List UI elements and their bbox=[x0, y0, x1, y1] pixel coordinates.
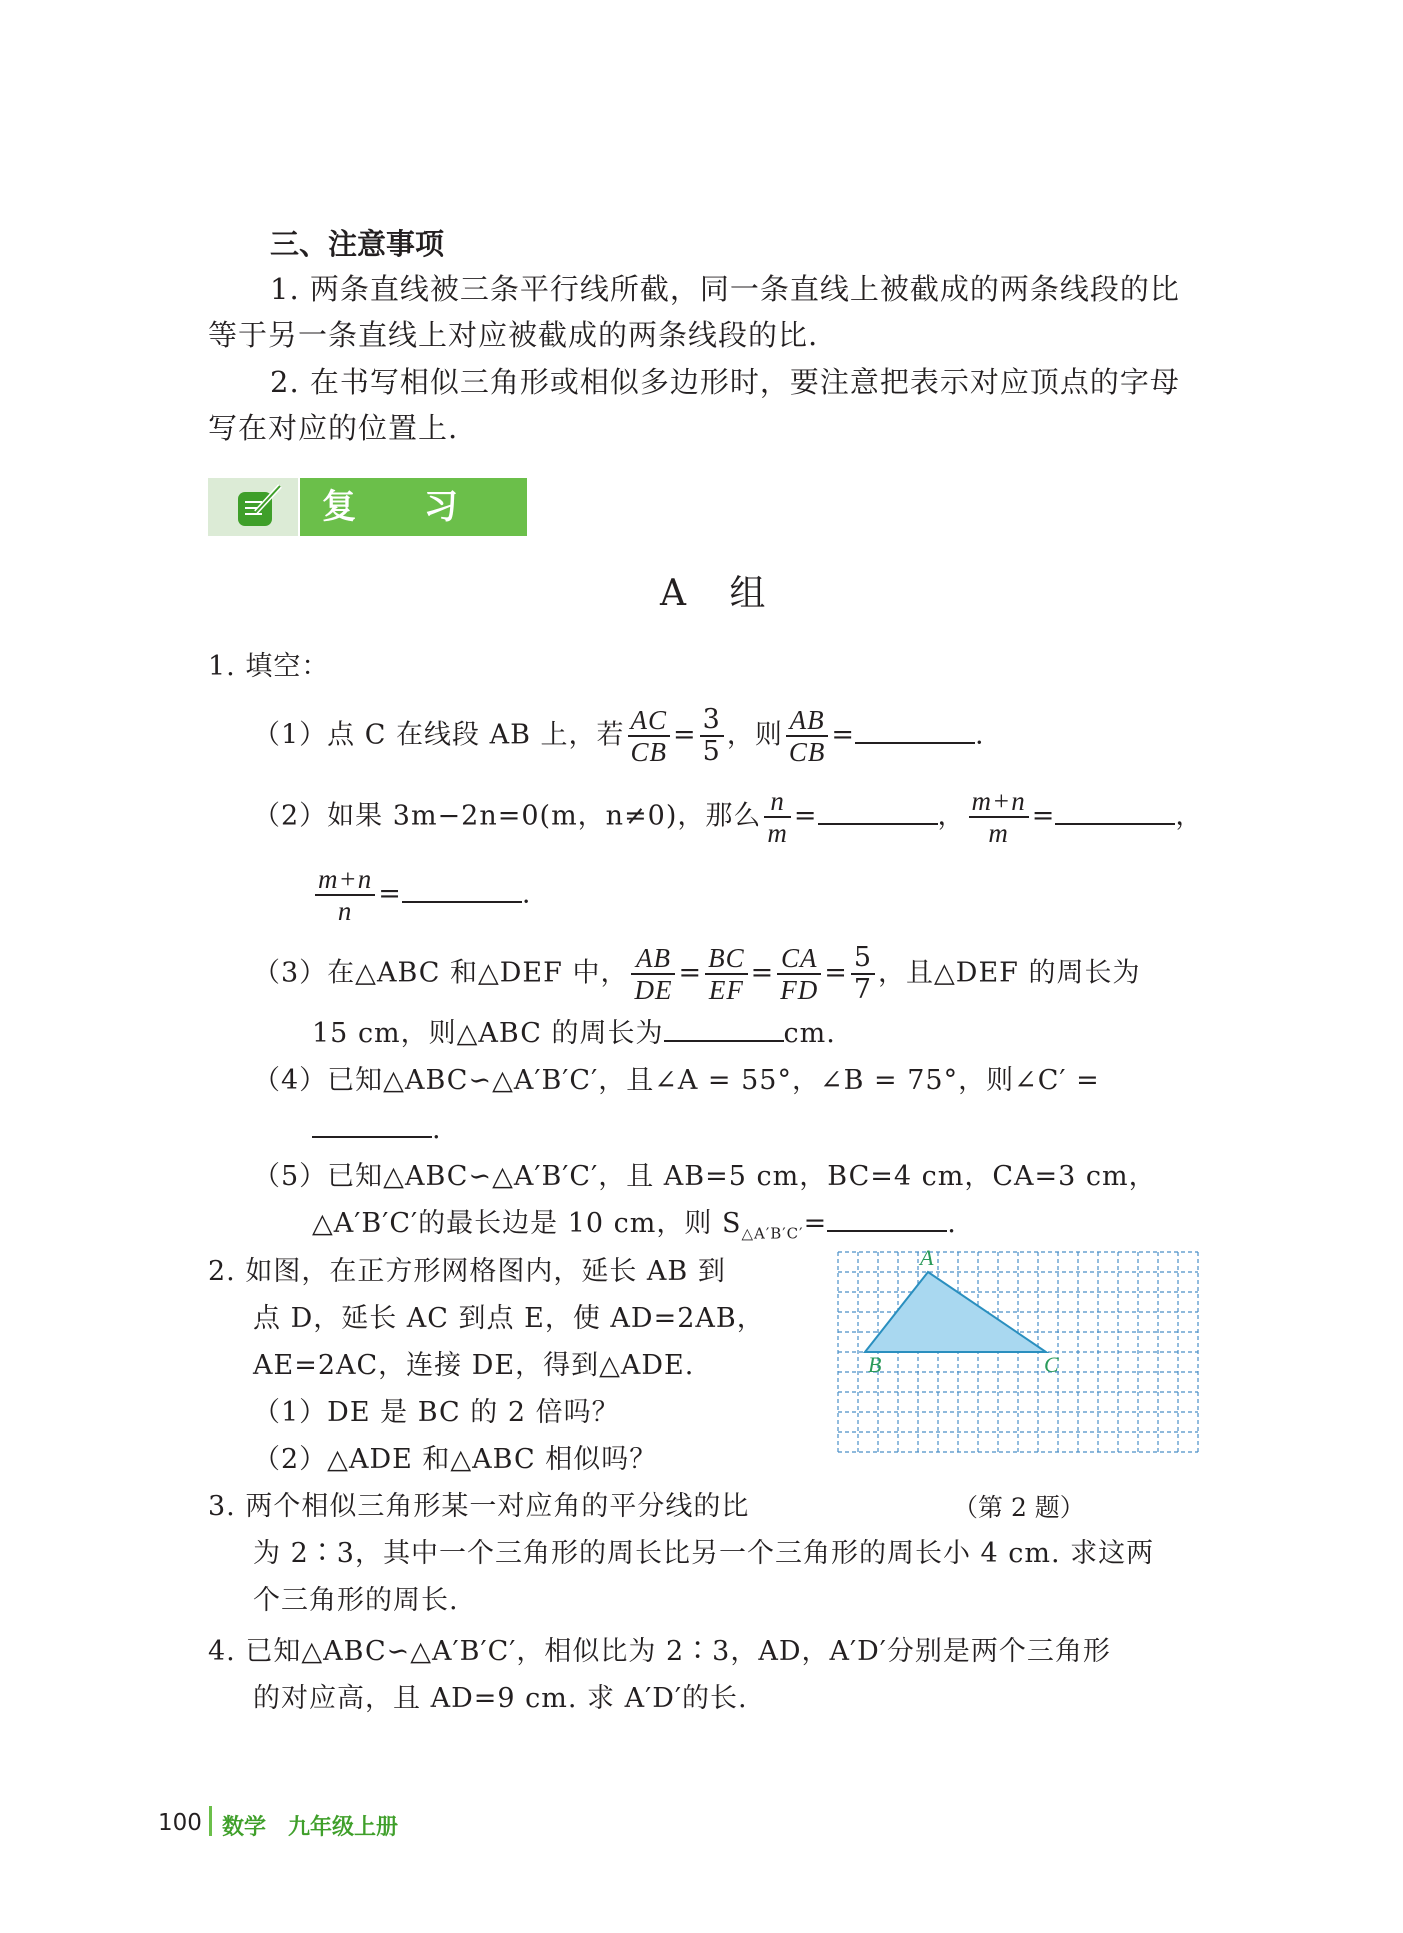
fraction bbox=[786, 705, 829, 767]
figure-caption: （第 2 题） bbox=[953, 1493, 1085, 1522]
comma: ， bbox=[1175, 800, 1204, 832]
fraction-num: AC bbox=[628, 705, 671, 737]
equals: = bbox=[673, 719, 697, 751]
fraction bbox=[700, 705, 724, 767]
answer-blank bbox=[312, 1110, 432, 1138]
label-c: C bbox=[1044, 1352, 1059, 1377]
equals: = bbox=[1031, 800, 1056, 832]
fraction bbox=[764, 786, 791, 848]
equals: = bbox=[378, 878, 402, 910]
q4-line-2: 的对应高，且 AD=9 cm. 求 A′D′的长. bbox=[253, 1683, 748, 1714]
q1p3-text-b: ，且△DEF 的周长为 bbox=[878, 957, 1141, 989]
review-banner-title: 复 习 题 bbox=[300, 478, 527, 536]
equals: = bbox=[793, 800, 818, 832]
answer-blank bbox=[818, 797, 938, 825]
fraction-num: BC bbox=[705, 943, 748, 975]
fraction-den: m bbox=[988, 818, 1009, 848]
q2-line-4: （1）DE 是 BC 的 2 倍吗？ bbox=[253, 1397, 620, 1428]
answer-blank bbox=[402, 875, 522, 903]
triangle-abc bbox=[865, 1272, 1046, 1352]
pencil-note-icon bbox=[208, 478, 298, 536]
fraction-num: m+n bbox=[315, 864, 375, 896]
fraction-den: 7 bbox=[853, 974, 873, 1005]
fraction bbox=[705, 943, 748, 1005]
answer-blank bbox=[855, 716, 975, 744]
q2-line-2: 点 D，延长 AC 到点 E，使 AD=2AB， bbox=[253, 1303, 765, 1334]
q1p2-text-a: （2）如果 3m−2n=0(m，n≠0)，那么 bbox=[253, 800, 762, 832]
q1p1-text-b: ，则 bbox=[726, 719, 783, 751]
page-number: 100 bbox=[158, 1810, 202, 1836]
banner-icon-box bbox=[208, 478, 298, 536]
equals: = bbox=[803, 1208, 828, 1239]
answer-blank bbox=[1055, 797, 1175, 825]
note-2-line-1: 2. 在书写相似三角形或相似多边形时，要注意把表示对应顶点的字母 bbox=[270, 365, 1180, 399]
q1p3-text-a: （3）在△ABC 和△DEF 中， bbox=[253, 957, 629, 989]
q1-part-3-cont bbox=[312, 1012, 836, 1056]
q1-part-1 bbox=[253, 705, 985, 767]
period: . bbox=[521, 878, 532, 910]
fraction-num: CA bbox=[777, 943, 821, 975]
q2-line-5: （2）△ADE 和△ABC 相似吗？ bbox=[253, 1444, 658, 1475]
q2-line-1: 2. 如图，在正方形网格图内，延长 AB 到 bbox=[208, 1256, 726, 1287]
q1p3-unit: cm. bbox=[783, 1018, 836, 1049]
q1-part-2 bbox=[253, 786, 1203, 848]
period: . bbox=[974, 719, 985, 751]
comma: ， bbox=[937, 800, 966, 832]
q1-part-5: （5）已知△ABC∽△A′B′C′，且 AB=5 cm，BC=4 cm，CA=3 cm， bbox=[253, 1161, 1157, 1192]
fraction-den: CB bbox=[630, 737, 668, 767]
fraction-num: AB bbox=[786, 705, 829, 737]
fraction-den: 5 bbox=[702, 736, 721, 767]
fraction bbox=[777, 943, 821, 1005]
q3-line-3: 个三角形的周长. bbox=[253, 1585, 459, 1616]
fraction bbox=[969, 786, 1029, 848]
q1-part-4: （4）已知△ABC∽△A′B′C′，且∠A = 55°，∠B = 75°，则∠C′ = bbox=[253, 1065, 1100, 1096]
fraction bbox=[628, 705, 671, 767]
q1-label: 1. 填空： bbox=[208, 651, 330, 682]
fraction-den: n bbox=[337, 896, 353, 926]
fraction-den: EF bbox=[708, 975, 744, 1005]
q1p1-text-a: （1）点 C 在线段 AB 上，若 bbox=[253, 719, 625, 751]
q1p5-text-a: △A′B′C′的最长边是 10 cm，则 S bbox=[312, 1208, 742, 1239]
fraction-den: FD bbox=[780, 975, 819, 1005]
period: . bbox=[432, 1114, 442, 1145]
q1-part-4-cont bbox=[312, 1108, 442, 1152]
q1p3-text-c: 15 cm，则△ABC 的周长为 bbox=[312, 1018, 664, 1049]
fraction-den: CB bbox=[788, 737, 826, 767]
fraction bbox=[315, 864, 375, 926]
note-1-line-1: 1. 两条直线被三条平行线所截，同一条直线上被截成的两条线段的比 bbox=[270, 272, 1180, 306]
answer-blank bbox=[664, 1014, 784, 1042]
group-title: A 组 bbox=[660, 573, 782, 614]
answer-blank bbox=[827, 1204, 947, 1232]
q4-line-1: 4. 已知△ABC∽△A′B′C′，相似比为 2∶3，AD，A′D′分别是两个三角形 bbox=[208, 1636, 1111, 1667]
label-b: B bbox=[868, 1352, 882, 1377]
area-subscript: △A′B′C′ bbox=[741, 1224, 804, 1243]
note-1-line-2: 等于另一条直线上对应被截成的两条线段的比. bbox=[208, 318, 819, 352]
period: . bbox=[947, 1208, 957, 1239]
fraction-num: n bbox=[764, 786, 791, 818]
section-heading: 三、注意事项 bbox=[270, 227, 445, 261]
label-a: A bbox=[920, 1245, 934, 1270]
fraction bbox=[631, 943, 675, 1005]
fraction-den: DE bbox=[634, 975, 673, 1005]
equals: = bbox=[831, 719, 855, 751]
fraction-den: m bbox=[767, 818, 788, 848]
fraction-num: 3 bbox=[700, 705, 724, 737]
q2-figure bbox=[828, 1245, 1208, 1455]
fraction-num: 5 bbox=[851, 943, 875, 975]
q3-line-2: 为 2∶3，其中一个三角形的周长比另一个三角形的周长小 4 cm. 求这两 bbox=[253, 1538, 1155, 1569]
q1-part-3: （3）在△ABC 和△DEF 中， $\frac{AB}{DE}$ = $\frac{BC}{EF}$ = $\frac{CA}{FD}$ = $\frac{5}{7}$ ，且△DEF 的周长为 bbox=[253, 942, 1141, 1005]
q3-line-1: 3. 两个相似三角形某一对应角的平分线的比 bbox=[208, 1491, 750, 1522]
fraction-num: AB bbox=[631, 943, 675, 975]
q2-line-3: AE=2AC，连接 DE，得到△ADE. bbox=[253, 1350, 695, 1381]
note-2-line-2: 写在对应的位置上. bbox=[208, 411, 459, 445]
footer-divider bbox=[209, 1806, 212, 1836]
q1-part-2-cont bbox=[312, 864, 531, 926]
footer-book-title: 数学 九年级上册 bbox=[222, 1815, 399, 1840]
fraction-num: m+n bbox=[969, 786, 1029, 818]
fraction bbox=[851, 943, 875, 1005]
